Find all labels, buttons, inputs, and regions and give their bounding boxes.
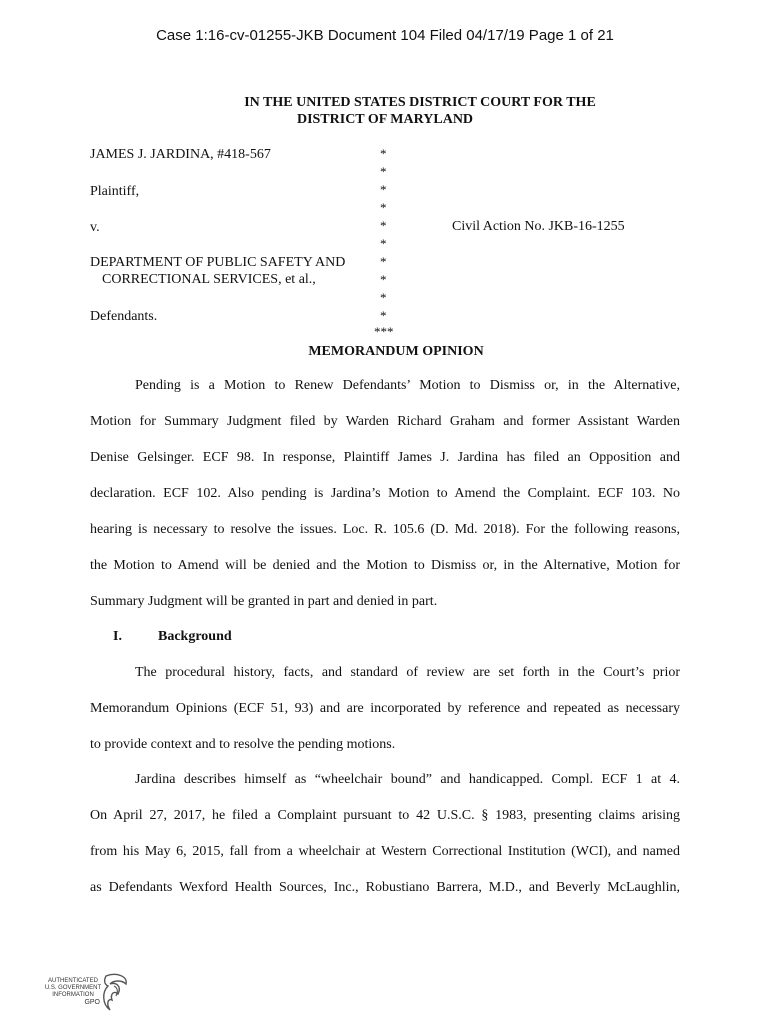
court-title-line-1: IN THE UNITED STATES DISTRICT COURT FOR THE bbox=[244, 95, 596, 110]
paragraph-line: Summary Judgment will be granted in part and denied in part. bbox=[90, 594, 438, 609]
caption-star: * bbox=[380, 146, 387, 161]
defendant-name-line-1: DEPARTMENT OF PUBLIC SAFETY AND bbox=[90, 255, 346, 270]
paragraph-line: hearing is necessary to resolve the issues. Loc. R. 105.6 (D. Md. 2018). For the following reasons, bbox=[90, 522, 680, 537]
gpo-logo-line: GPO bbox=[84, 999, 100, 1006]
caption-star: * bbox=[380, 182, 387, 197]
memorandum-title: MEMORANDUM OPINION bbox=[308, 344, 484, 359]
section-title: Background bbox=[158, 629, 232, 644]
gpo-logo-text bbox=[42, 978, 104, 1006]
caption-star: * bbox=[380, 218, 387, 233]
plaintiff-role: Plaintiff, bbox=[90, 184, 140, 199]
paragraph-line: The procedural history, facts, and standard of review are set forth in the Court’s prior bbox=[135, 665, 680, 680]
paragraph-line: Motion for Summary Judgment filed by Warden Richard Graham and former Assistant Warden bbox=[90, 414, 680, 429]
paragraph-line: Pending is a Motion to Renew Defendants’ Motion to Dismiss or, in the Alternative, bbox=[135, 378, 680, 393]
caption-star: * bbox=[380, 236, 387, 251]
caption-star: * bbox=[380, 200, 387, 215]
caption-star: * bbox=[380, 272, 387, 287]
paragraph-line: declaration. ECF 102. Also pending is Jardina’s Motion to Amend the Complaint. ECF 103. No bbox=[90, 486, 680, 501]
plaintiff-name: JAMES J. JARDINA, #418-567 bbox=[90, 147, 271, 162]
paragraph-line: the Motion to Amend will be denied and the Motion to Dismiss or, in the Alternative, Motion for bbox=[90, 558, 680, 573]
caption-star: * bbox=[380, 164, 387, 179]
gpo-authentication-logo bbox=[42, 972, 132, 1014]
paragraph-line: to provide context and to resolve the pending motions. bbox=[90, 737, 396, 752]
gpo-eagle-icon bbox=[100, 972, 132, 1014]
paragraph-line: Denise Gelsinger. ECF 98. In response, Plaintiff James J. Jardina has filed an Opposition and bbox=[90, 450, 680, 465]
defendant-name-line-2: CORRECTIONAL SERVICES, et al., bbox=[102, 272, 316, 287]
caption-star: * bbox=[380, 254, 387, 269]
gpo-logo-line: INFORMATION bbox=[52, 992, 94, 998]
defendant-role: Defendants. bbox=[90, 309, 158, 324]
versus: v. bbox=[90, 220, 100, 235]
paragraph-line: from his May 6, 2015, fall from a wheelchair at Western Correctional Institution (WCI), and named bbox=[90, 844, 680, 859]
caption-triple-star: *** bbox=[374, 324, 394, 339]
caption-star: * bbox=[380, 308, 387, 323]
paragraph-line: as Defendants Wexford Health Sources, Inc., Robustiano Barrera, M.D., and Beverly McLaughlin, bbox=[90, 880, 680, 895]
court-title-line-2: DISTRICT OF MARYLAND bbox=[296, 112, 474, 127]
paragraph-line: Jardina describes himself as “wheelchair bound” and handicapped. Compl. ECF 1 at 4. bbox=[135, 772, 680, 787]
section-number: I. bbox=[113, 629, 122, 644]
case-header: Case 1:16-cv-01255-JKB Document 104 Filed 04/17/19 Page 1 of 21 bbox=[156, 27, 614, 44]
paragraph-line: Memorandum Opinions (ECF 51, 93) and are incorporated by reference and repeated as necessary bbox=[90, 701, 680, 716]
civil-action-number: Civil Action No. JKB-16-1255 bbox=[452, 219, 625, 234]
caption-star: * bbox=[380, 290, 387, 305]
gpo-logo-line: AUTHENTICATED bbox=[48, 978, 98, 984]
court-title bbox=[0, 94, 770, 128]
paragraph-line: On April 27, 2017, he filed a Complaint pursuant to 42 U.S.C. § 1983, presenting claims arising bbox=[90, 808, 680, 823]
gpo-logo-line: U.S. GOVERNMENT bbox=[44, 985, 102, 991]
